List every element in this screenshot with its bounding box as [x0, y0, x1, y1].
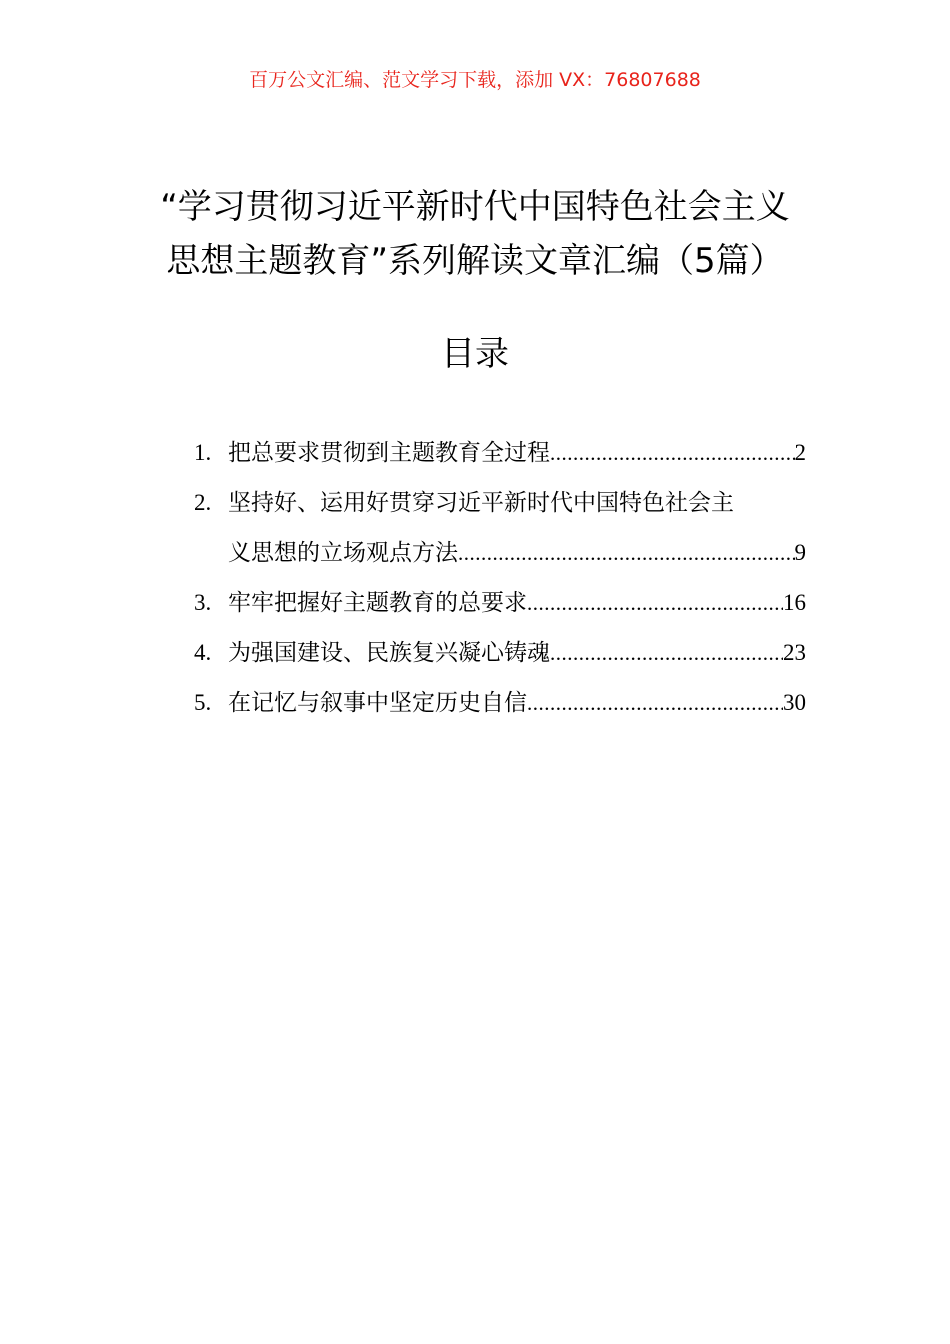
toc-item-page: 30	[783, 690, 806, 715]
toc-item-page: 2	[794, 440, 806, 465]
document-title: “学习贯彻习近平新时代中国特色社会主义思想主题教育”系列解读文章汇编（5篇）	[160, 187, 790, 281]
toc-leader-dots	[527, 578, 783, 628]
toc-item-number: 4.	[194, 640, 212, 665]
toc-item-1[interactable]	[190, 428, 806, 478]
toc-item-number: 1.	[194, 440, 212, 465]
toc-leader-dots	[527, 678, 783, 728]
toc-item-title-line2: 义思想的立场观点方法	[228, 540, 458, 566]
toc-item-4[interactable]	[190, 628, 806, 678]
toc-item-page: 16	[783, 590, 806, 615]
toc-item-5[interactable]	[190, 678, 806, 728]
header-note: 百万公文汇编、范文学习下载，添加 VX：76807688	[249, 69, 701, 91]
toc-leader-dots	[550, 428, 795, 478]
toc-item-number: 2.	[194, 490, 212, 515]
toc-item-title: 在记忆与叙事中坚定历史自信	[228, 690, 527, 716]
toc-leader-dots	[550, 628, 783, 678]
toc-item-title: 牢牢把握好主题教育的总要求	[228, 590, 527, 616]
toc-heading: 目录	[441, 334, 509, 374]
toc-leader-dots	[458, 528, 795, 578]
toc-item-title: 把总要求贯彻到主题教育全过程	[228, 440, 550, 466]
toc-item-3[interactable]	[190, 578, 806, 628]
toc-item-page: 9	[794, 540, 806, 565]
toc-item-page: 23	[783, 640, 806, 665]
toc-item-number: 5.	[194, 690, 212, 715]
toc-item-number: 3.	[194, 590, 212, 615]
table-of-contents	[190, 428, 806, 728]
toc-item-title-line1: 坚持好、运用好贯穿习近平新时代中国特色社会主	[228, 490, 734, 516]
toc-item-title: 为强国建设、民族复兴凝心铸魂	[228, 640, 550, 666]
toc-item-2[interactable]	[190, 478, 806, 578]
